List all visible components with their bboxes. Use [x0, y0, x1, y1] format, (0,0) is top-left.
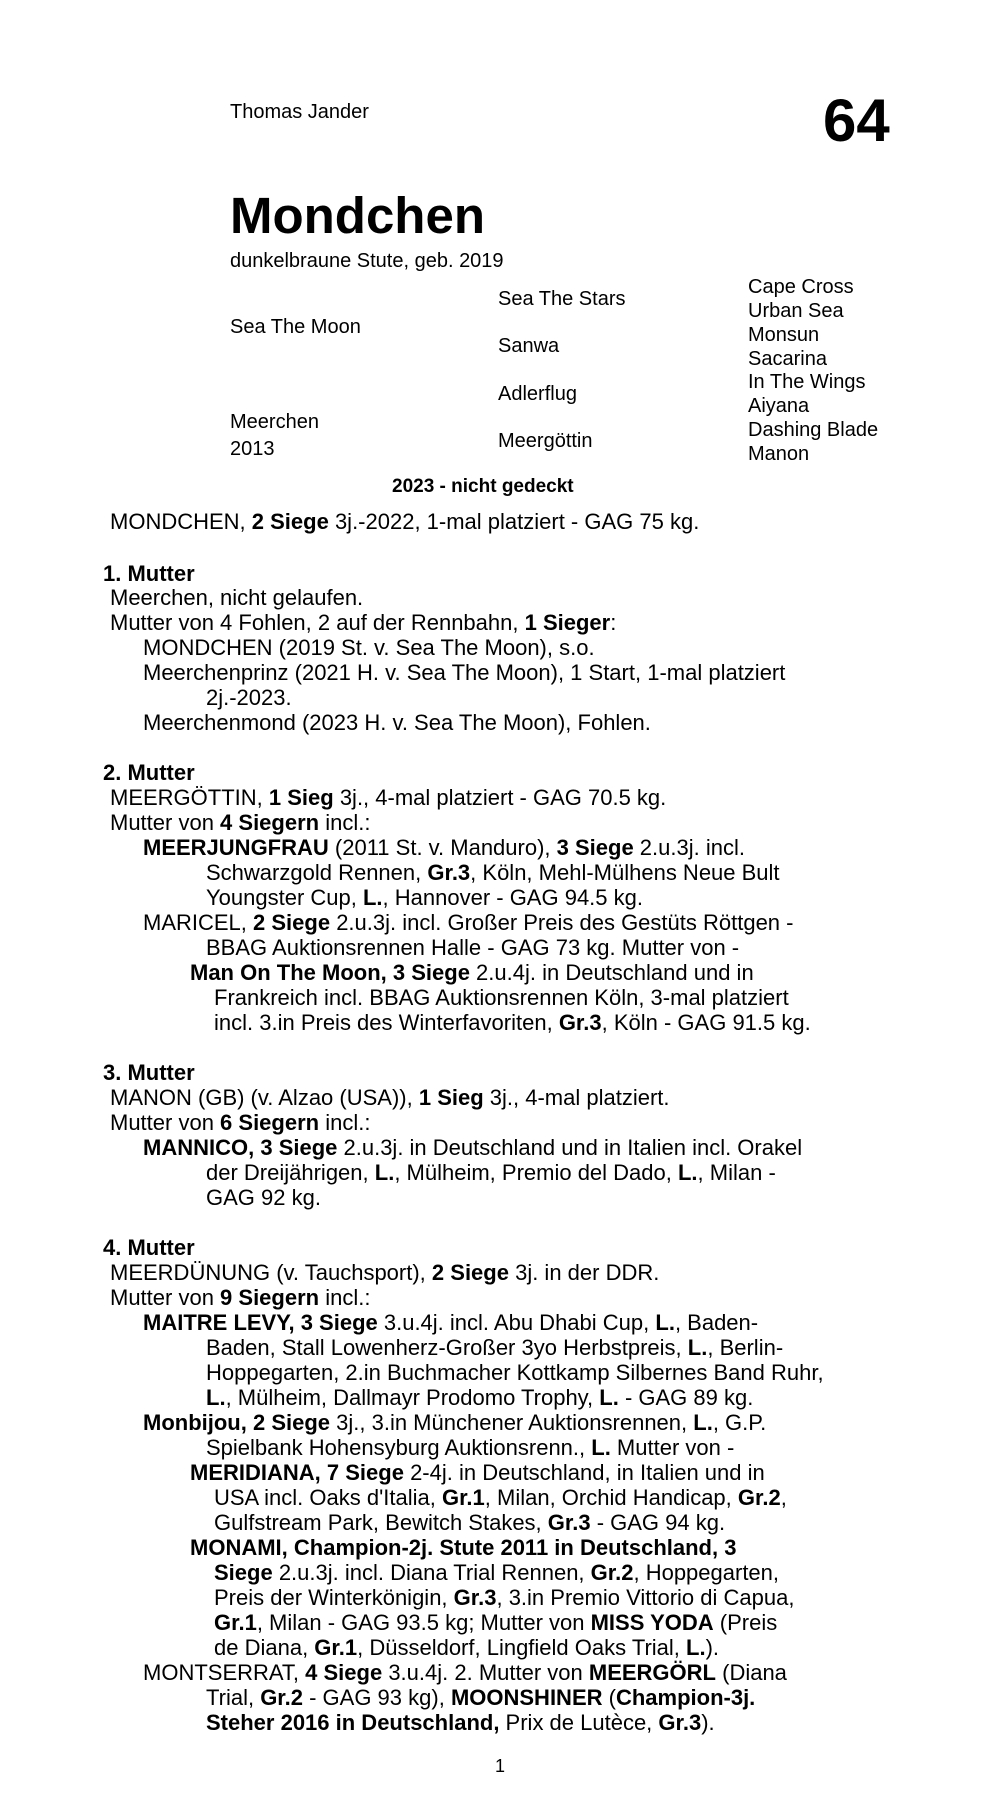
sire: Sea The Moon: [230, 316, 361, 338]
grandparent: Adlerflug: [498, 383, 577, 405]
author: Thomas Jander: [230, 101, 369, 123]
text-line: MEERGÖTTIN, 1 Sieg 3j., 4-mal platziert - GAG 70.5 kg.: [110, 785, 667, 810]
text-line: MARICEL, 2 Siege 2.u.3j. incl. Großer Preis des Gestüts Röttgen -: [143, 910, 794, 935]
text-line: incl. 3.in Preis des Winterfavoriten, Gr.3, Köln - GAG 91.5 kg.: [214, 1010, 811, 1035]
text-line: Mutter von 9 Siegern incl.:: [110, 1285, 371, 1310]
text-line: Hoppegarten, 2.in Buchmacher Kottkamp Silbernes Band Ruhr,: [206, 1360, 824, 1385]
text-line: USA incl. Oaks d'Italia, Gr.1, Milan, Orchid Handicap, Gr.2,: [214, 1485, 787, 1510]
section-heading: 3. Mutter: [103, 1060, 195, 1085]
text-line: MEERJUNGFRAU (2011 St. v. Manduro), 3 Siege 2.u.3j. incl.: [143, 835, 745, 860]
great-grandparent: Cape Cross: [748, 276, 854, 298]
great-grandparent: Aiyana: [748, 395, 810, 417]
dam: Meerchen: [230, 411, 319, 433]
horse-description: dunkelbraune Stute, geb. 2019: [230, 250, 504, 272]
text-line: Preis der Winterkönigin, Gr.3, 3.in Premio Vittorio di Capua,: [214, 1585, 795, 1610]
text-line: 2j.-2023.: [206, 685, 292, 710]
text-line: MONAMI, Champion-2j. Stute 2011 in Deutschland, 3: [190, 1535, 737, 1560]
text-line: Steher 2016 in Deutschland, Prix de Lutèce, Gr.3).: [206, 1710, 715, 1735]
grandparent: Meergöttin: [498, 430, 593, 452]
text-line: Meerchenmond (2023 H. v. Sea The Moon), Fohlen.: [143, 710, 651, 735]
text-line: de Diana, Gr.1, Düsseldorf, Lingfield Oaks Trial, L.).: [214, 1635, 720, 1660]
text-line: Man On The Moon, 3 Siege 2.u.4j. in Deutschland und in: [190, 960, 754, 985]
text-line: MONDCHEN (2019 St. v. Sea The Moon), s.o.: [143, 635, 595, 660]
great-grandparent: Sacarina: [748, 348, 827, 370]
text-line: Gr.1, Milan - GAG 93.5 kg; Mutter von MISS YODA (Preis: [214, 1610, 778, 1635]
text-line: Meerchen, nicht gelaufen.: [110, 585, 364, 610]
grandparent: Sea The Stars: [498, 288, 626, 310]
page-number: 64: [823, 87, 890, 154]
dam-year: 2013: [230, 438, 275, 460]
footer-page-number: 1: [495, 1756, 506, 1776]
text-line: MERIDIANA, 7 Siege 2-4j. in Deutschland, in Italien und in: [190, 1460, 765, 1485]
horse-name: Mondchen: [230, 187, 485, 244]
text-line: MANON (GB) (v. Alzao (USA)), 1 Sieg 3j., 4-mal platziert.: [110, 1085, 670, 1110]
great-grandparent: Manon: [748, 443, 810, 465]
text-line: Gulfstream Park, Bewitch Stakes, Gr.3 - GAG 94 kg.: [214, 1510, 726, 1535]
section-heading: 1. Mutter: [103, 561, 195, 586]
great-grandparent: Monsun: [748, 324, 820, 346]
grandparent: Sanwa: [498, 335, 560, 357]
stud-note: 2023 - nicht gedeckt: [392, 476, 574, 497]
text-line: BBAG Auktionsrennen Halle - GAG 73 kg. Mutter von -: [206, 935, 740, 960]
text-line: Mutter von 6 Siegern incl.:: [110, 1110, 371, 1135]
text-line: Mutter von 4 Fohlen, 2 auf der Rennbahn, 1 Sieger:: [110, 610, 617, 635]
text-line: MAITRE LEVY, 3 Siege 3.u.4j. incl. Abu Dhabi Cup, L., Baden-: [143, 1310, 759, 1335]
text-line: Frankreich incl. BBAG Auktionsrennen Köln, 3-mal platziert: [214, 985, 789, 1010]
text-line: L., Mülheim, Dallmayr Prodomo Trophy, L. - GAG 89 kg.: [206, 1385, 754, 1410]
great-grandparent: In The Wings: [748, 371, 866, 393]
text-line: MANNICO, 3 Siege 2.u.3j. in Deutschland und in Italien incl. Orakel: [143, 1135, 803, 1160]
section-heading: 4. Mutter: [103, 1235, 195, 1260]
text-line: der Dreijährigen, L., Mülheim, Premio del Dado, L., Milan -: [206, 1160, 776, 1185]
text-line: Spielbank Hohensyburg Auktionsrenn., L. Mutter von -: [206, 1435, 735, 1460]
text-line: Youngster Cup, L., Hannover - GAG 94.5 kg.: [206, 885, 643, 910]
text-line: Schwarzgold Rennen, Gr.3, Köln, Mehl-Mülhens Neue Bult: [206, 860, 780, 885]
great-grandparent: Urban Sea: [748, 300, 844, 322]
text-line: Monbijou, 2 Siege 3j., 3.in Münchener Auktionsrennen, L., G.P.: [143, 1410, 767, 1435]
text-line: Trial, Gr.2 - GAG 93 kg), MOONSHINER (Champion-3j.: [206, 1685, 756, 1710]
text-line: MEERDÜNUNG (v. Tauchsport), 2 Siege 3j. in der DDR.: [110, 1260, 660, 1285]
main-line: MONDCHEN, 2 Siege 3j.-2022, 1-mal platziert - GAG 75 kg.: [110, 509, 700, 534]
section-heading: 2. Mutter: [103, 760, 195, 785]
text-line: Meerchenprinz (2021 H. v. Sea The Moon), 1 Start, 1-mal platziert: [143, 660, 786, 685]
text-line: Siege 2.u.3j. incl. Diana Trial Rennen, Gr.2, Hoppegarten,: [214, 1560, 780, 1585]
text-line: Baden, Stall Lowenherz-Großer 3yo Herbstpreis, L., Berlin-: [206, 1335, 784, 1360]
great-grandparent: Dashing Blade: [748, 419, 879, 441]
text-line: MONTSERRAT, 4 Siege 3.u.4j. 2. Mutter von MEERGÖRL (Diana: [143, 1660, 787, 1685]
text-line: Mutter von 4 Siegern incl.:: [110, 810, 371, 835]
text-line: GAG 92 kg.: [206, 1185, 321, 1210]
